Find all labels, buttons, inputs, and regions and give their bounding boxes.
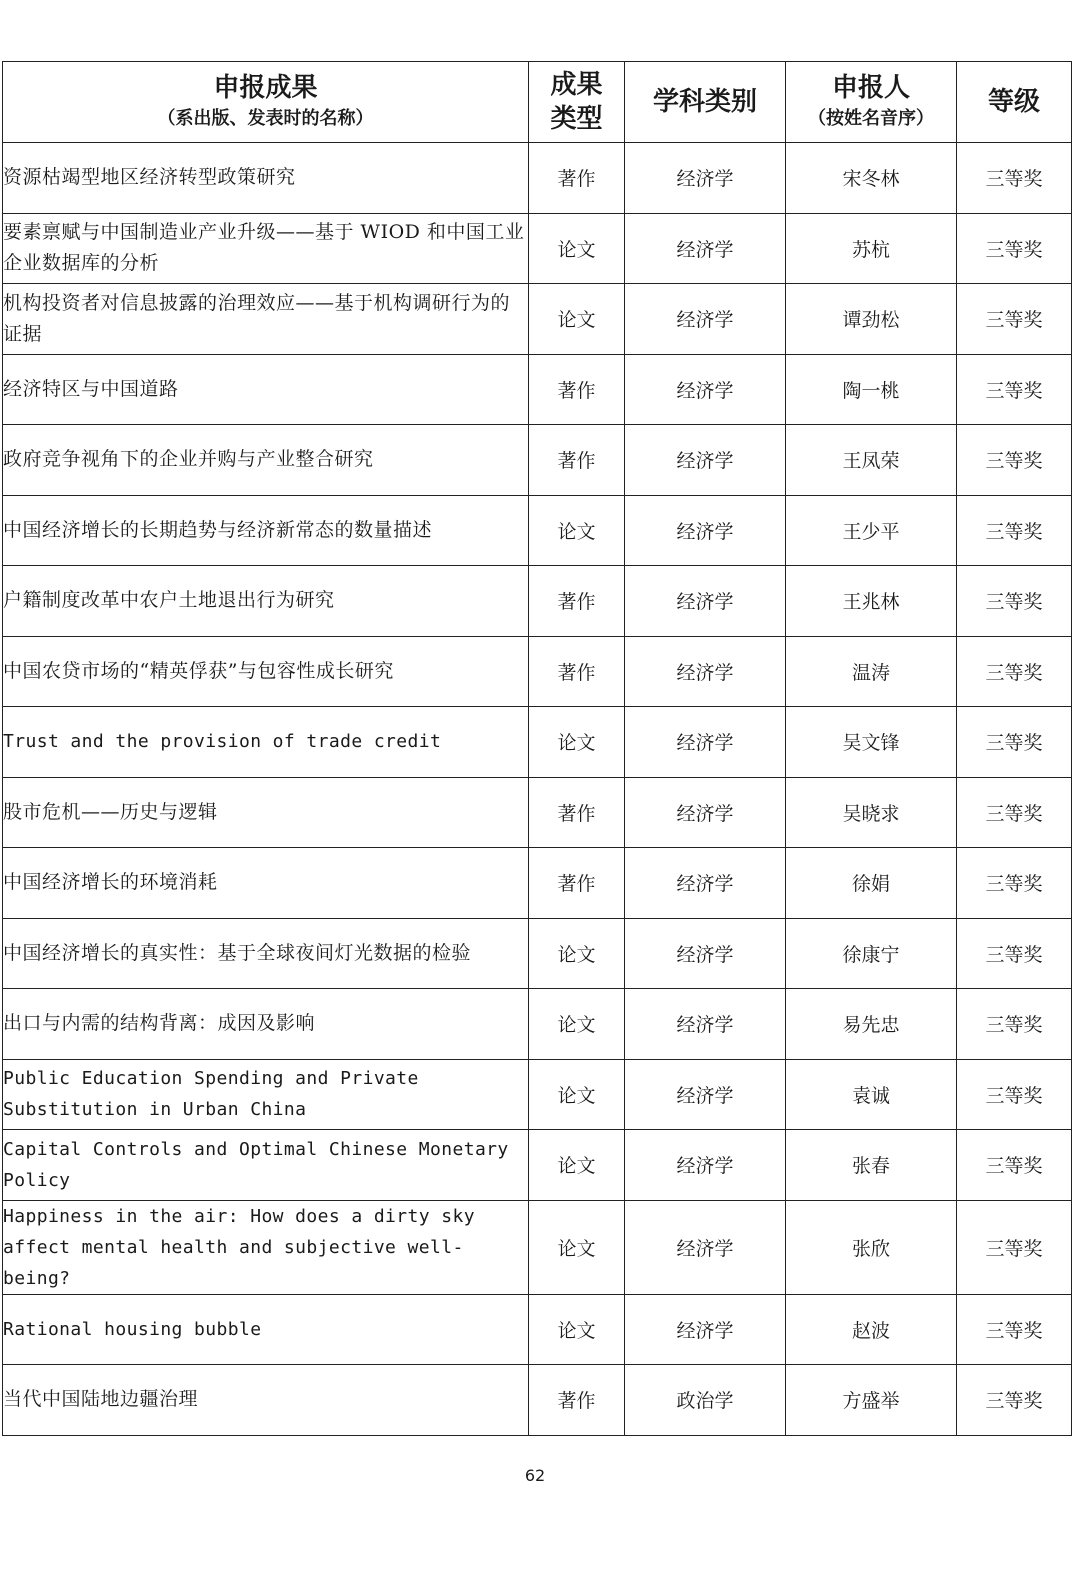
cell-applicant: 宋冬林: [786, 143, 957, 214]
cell-discipline: 经济学: [625, 143, 786, 214]
table-row: [3, 143, 1072, 214]
cell-title: 出口与内需的结构背离：成因及影响: [3, 989, 529, 1060]
cell-title: Happiness in the air: How does a dirty sky affect mental health and subjective well-being?: [3, 1200, 529, 1294]
header-grade: 等级: [987, 87, 1040, 117]
cell-grade: 三等奖: [957, 707, 1072, 778]
cell-discipline: 经济学: [625, 354, 786, 425]
table-body: [3, 143, 1072, 1436]
cell-title: Public Education Spending and Private Substitution in Urban China: [3, 1059, 529, 1130]
table-row: [3, 777, 1072, 848]
cell-grade: 三等奖: [957, 284, 1072, 355]
cell-grade: 三等奖: [957, 143, 1072, 214]
cell-grade: 三等奖: [957, 1365, 1072, 1436]
cell-grade: 三等奖: [957, 636, 1072, 707]
cell-type: 著作: [529, 636, 625, 707]
cell-applicant: 徐康宁: [786, 918, 957, 989]
cell-type: 著作: [529, 566, 625, 637]
cell-discipline: 经济学: [625, 1294, 786, 1365]
table-row: [3, 354, 1072, 425]
cell-applicant: 赵波: [786, 1294, 957, 1365]
table-row: [3, 918, 1072, 989]
header-discipline: 学科类别: [652, 87, 757, 117]
cell-discipline: 经济学: [625, 918, 786, 989]
table-row: [3, 425, 1072, 496]
cell-applicant: 王凤荣: [786, 425, 957, 496]
cell-type: 著作: [529, 848, 625, 919]
cell-type: 著作: [529, 425, 625, 496]
cell-title: 股市危机——历史与逻辑: [3, 777, 529, 848]
table-row: [3, 1294, 1072, 1365]
cell-title: 经济特区与中国道路: [3, 354, 529, 425]
cell-discipline: 政治学: [625, 1365, 786, 1436]
cell-type: 著作: [529, 143, 625, 214]
table-row: [3, 636, 1072, 707]
header-applicant-column: [786, 62, 957, 143]
cell-type: 论文: [529, 1130, 625, 1201]
cell-title: Trust and the provision of trade credit: [3, 707, 529, 778]
cell-discipline: 经济学: [625, 777, 786, 848]
header-title-column: [3, 62, 529, 143]
cell-grade: 三等奖: [957, 1059, 1072, 1130]
cell-applicant: 易先忠: [786, 989, 957, 1060]
cell-applicant: 王少平: [786, 495, 957, 566]
cell-applicant: 吴晓求: [786, 777, 957, 848]
cell-type: 著作: [529, 354, 625, 425]
cell-discipline: 经济学: [625, 425, 786, 496]
header-type-line2: 类型: [550, 104, 603, 134]
cell-title: 中国经济增长的真实性：基于全球夜间灯光数据的检验: [3, 918, 529, 989]
cell-applicant: 吴文锋: [786, 707, 957, 778]
cell-grade: 三等奖: [957, 848, 1072, 919]
cell-grade: 三等奖: [957, 213, 1072, 284]
cell-grade: 三等奖: [957, 354, 1072, 425]
header-applicant-main: 申报人: [831, 73, 910, 103]
table-row: [3, 213, 1072, 284]
header-type-line1: 成果: [550, 70, 603, 100]
cell-title: 当代中国陆地边疆治理: [3, 1365, 529, 1436]
table-row: [3, 495, 1072, 566]
cell-applicant: 谭劲松: [786, 284, 957, 355]
cell-applicant: 王兆林: [786, 566, 957, 637]
table-row: [3, 707, 1072, 778]
cell-grade: 三等奖: [957, 989, 1072, 1060]
cell-grade: 三等奖: [957, 495, 1072, 566]
header-type-column: [529, 62, 625, 143]
cell-applicant: 方盛举: [786, 1365, 957, 1436]
cell-discipline: 经济学: [625, 989, 786, 1060]
page-number: 62: [524, 1466, 546, 1485]
table-row: [3, 1365, 1072, 1436]
cell-type: 论文: [529, 989, 625, 1060]
cell-discipline: 经济学: [625, 284, 786, 355]
cell-discipline: 经济学: [625, 213, 786, 284]
cell-grade: 三等奖: [957, 1200, 1072, 1294]
cell-title: 要素禀赋与中国制造业产业升级——基于 WIOD 和中国工业企业数据库的分析: [3, 213, 529, 284]
cell-type: 论文: [529, 707, 625, 778]
cell-discipline: 经济学: [625, 495, 786, 566]
cell-title: 户籍制度改革中农户土地退出行为研究: [3, 566, 529, 637]
cell-grade: 三等奖: [957, 777, 1072, 848]
cell-type: 论文: [529, 918, 625, 989]
cell-title: 机构投资者对信息披露的治理效应——基于机构调研行为的证据: [3, 284, 529, 355]
cell-grade: 三等奖: [957, 918, 1072, 989]
table-row: [3, 566, 1072, 637]
table-row: [3, 989, 1072, 1060]
header-grade-column: [957, 62, 1072, 143]
cell-discipline: 经济学: [625, 707, 786, 778]
header-title-sub: （系出版、发表时的名称）: [157, 108, 374, 129]
cell-discipline: 经济学: [625, 1130, 786, 1201]
cell-title: 中国经济增长的环境消耗: [3, 848, 529, 919]
cell-discipline: 经济学: [625, 566, 786, 637]
cell-title: 中国经济增长的长期趋势与经济新常态的数量描述: [3, 495, 529, 566]
cell-type: 论文: [529, 213, 625, 284]
header-discipline-column: [625, 62, 786, 143]
cell-grade: 三等奖: [957, 566, 1072, 637]
cell-title: 资源枯竭型地区经济转型政策研究: [3, 143, 529, 214]
cell-type: 论文: [529, 1294, 625, 1365]
cell-grade: 三等奖: [957, 425, 1072, 496]
cell-applicant: 陶一桃: [786, 354, 957, 425]
cell-title: 中国农贷市场的“精英俘获”与包容性成长研究: [3, 636, 529, 707]
cell-discipline: 经济学: [625, 1200, 786, 1294]
cell-applicant: 苏杭: [786, 213, 957, 284]
table-row: [3, 1130, 1072, 1201]
table-row: [3, 1200, 1072, 1294]
cell-applicant: 温涛: [786, 636, 957, 707]
cell-applicant: 徐娟: [786, 848, 957, 919]
cell-type: 论文: [529, 284, 625, 355]
table-row: [3, 1059, 1072, 1130]
cell-type: 论文: [529, 1200, 625, 1294]
cell-discipline: 经济学: [625, 1059, 786, 1130]
cell-type: 论文: [529, 495, 625, 566]
table-row: [3, 284, 1072, 355]
table-row: [3, 848, 1072, 919]
header-applicant-sub: （按姓名音序）: [808, 108, 934, 129]
cell-applicant: 袁诚: [786, 1059, 957, 1130]
cell-grade: 三等奖: [957, 1294, 1072, 1365]
cell-grade: 三等奖: [957, 1130, 1072, 1201]
cell-discipline: 经济学: [625, 636, 786, 707]
cell-applicant: 张欣: [786, 1200, 957, 1294]
cell-type: 著作: [529, 777, 625, 848]
cell-applicant: 张春: [786, 1130, 957, 1201]
table-header-row: [3, 62, 1072, 143]
awards-table: [2, 61, 1072, 1436]
header-title-main: 申报成果: [213, 73, 318, 103]
cell-type: 论文: [529, 1059, 625, 1130]
cell-title: Rational housing bubble: [3, 1294, 529, 1365]
cell-discipline: 经济学: [625, 848, 786, 919]
cell-title: 政府竞争视角下的企业并购与产业整合研究: [3, 425, 529, 496]
cell-title: Capital Controls and Optimal Chinese Monetary Policy: [3, 1130, 529, 1201]
cell-type: 著作: [529, 1365, 625, 1436]
